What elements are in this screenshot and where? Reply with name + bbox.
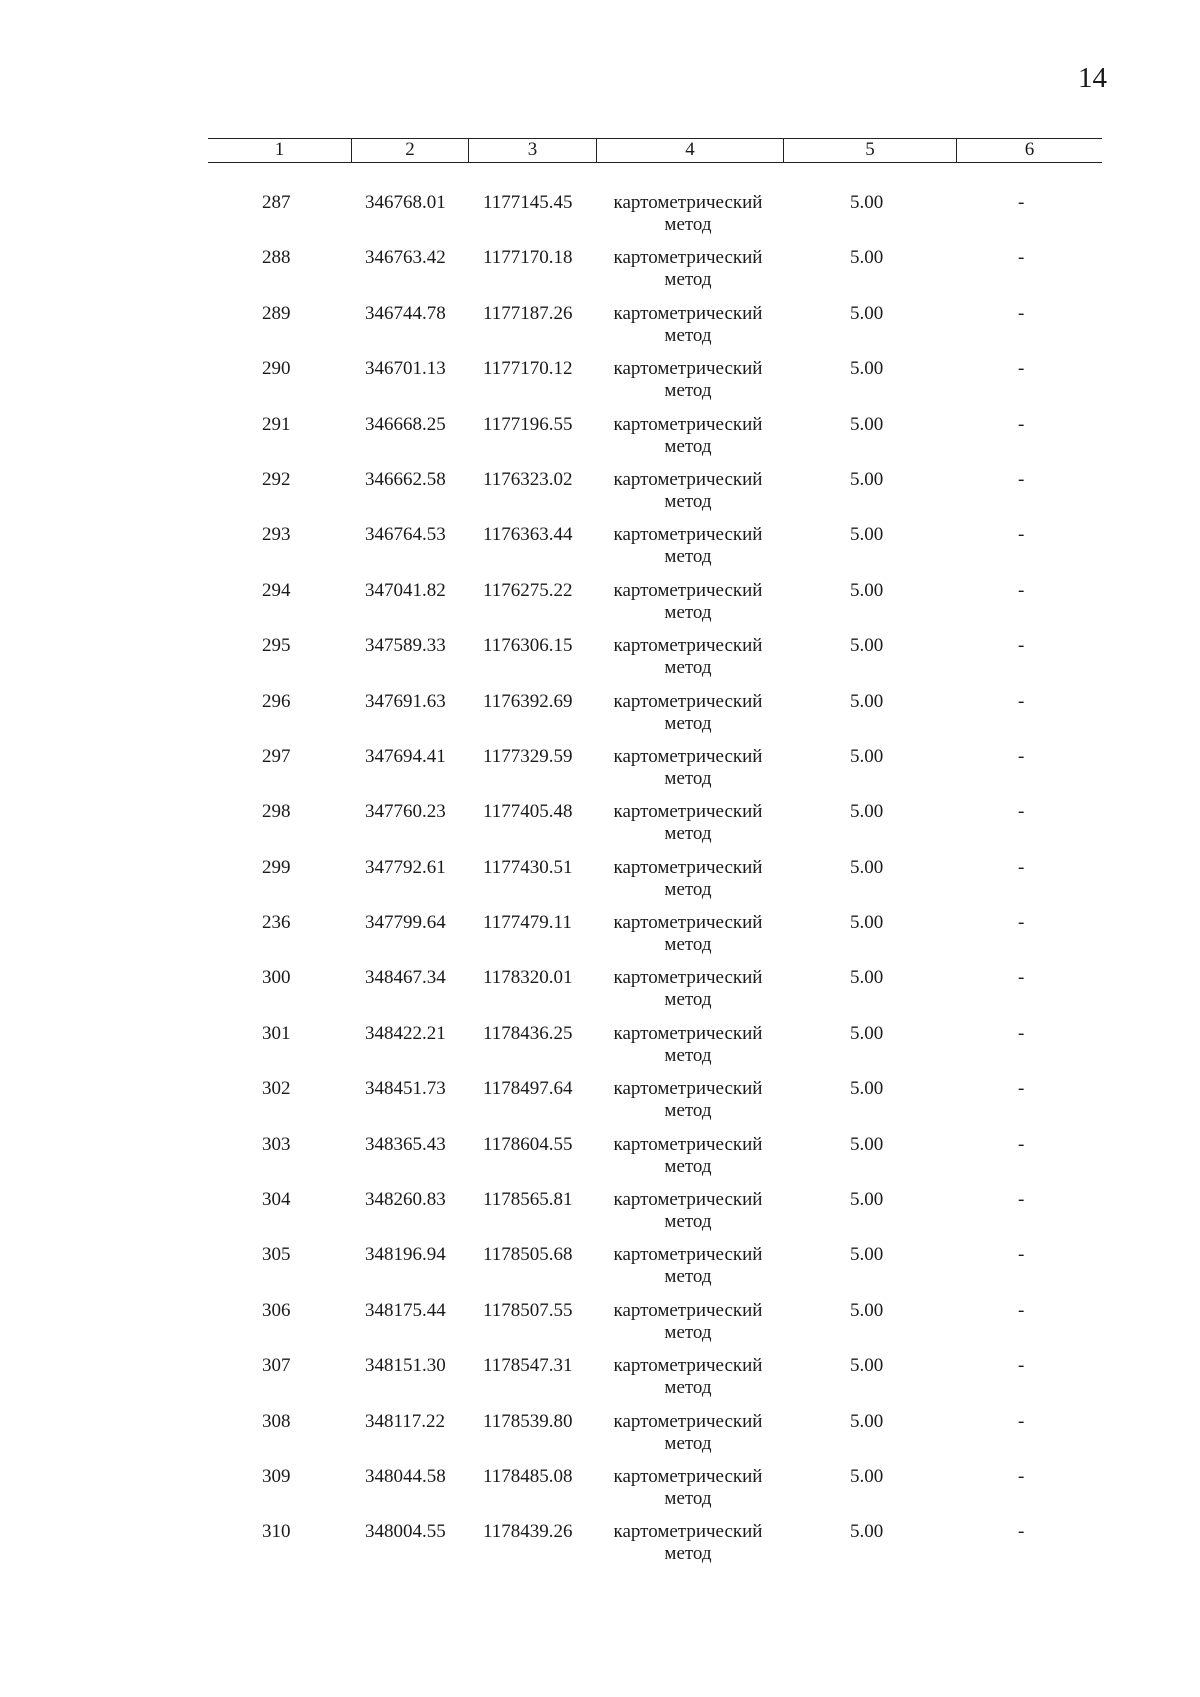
method-cell [598,1134,778,1178]
y-coordinate: 1177170.18 [483,247,573,269]
method-line-1: картометрический [613,635,763,657]
table-row [0,524,1200,579]
table-row [0,247,1200,302]
note-value: - [1018,413,1025,435]
y-coordinate: 1177187.26 [483,302,573,324]
y-coordinate: 1178565.81 [483,1189,573,1211]
method-line-2: метод [664,1432,712,1454]
method-cell [598,1244,778,1288]
x-coordinate: 348422.21 [365,1022,446,1044]
table-header [208,138,1102,163]
method-line-2: метод [664,712,712,734]
method-line-1: картометрический [613,579,763,601]
method-line-2: метод [664,546,712,568]
method-line-2: метод [664,324,712,346]
method-cell [598,912,778,956]
table-row [0,414,1200,469]
accuracy-value: 5.00 [850,801,884,823]
note-value: - [1018,635,1025,657]
point-number: 305 [262,1244,291,1266]
accuracy-value: 5.00 [850,579,884,601]
point-number: 306 [262,1299,291,1321]
column-header-3: 3 [468,139,596,162]
y-coordinate: 1178485.08 [483,1465,573,1487]
y-coordinate: 1178539.80 [483,1410,573,1432]
method-line-1: картометрический [613,1189,763,1211]
column-header-1: 1 [274,139,285,160]
note-value: - [1018,247,1025,269]
accuracy-value: 5.00 [850,690,884,712]
table-row [0,1411,1200,1466]
accuracy-value: 5.00 [850,967,884,989]
method-line-2: метод [664,1211,712,1233]
x-coordinate: 346763.42 [365,247,446,269]
x-coordinate: 346701.13 [365,358,446,380]
method-line-1: картометрический [613,801,763,823]
note-value: - [1018,579,1025,601]
x-coordinate: 346764.53 [365,524,446,546]
method-line-1: картометрический [613,745,763,767]
method-cell [598,247,778,291]
accuracy-value: 5.00 [850,1133,884,1155]
point-number: 292 [262,468,291,490]
accuracy-value: 5.00 [850,413,884,435]
table-row [0,1189,1200,1244]
accuracy-value: 5.00 [850,912,884,934]
point-number: 309 [262,1465,291,1487]
point-number: 294 [262,579,291,601]
table-row [0,967,1200,1022]
accuracy-value: 5.00 [850,1410,884,1432]
column-header-2: 2 [351,139,468,162]
note-value: - [1018,1078,1025,1100]
point-number: 236 [262,912,291,934]
point-number: 310 [262,1521,291,1543]
x-coordinate: 348365.43 [365,1133,446,1155]
y-coordinate: 1178436.25 [483,1022,573,1044]
method-line-1: картометрический [613,302,763,324]
table-row [0,303,1200,358]
table-row [0,691,1200,746]
method-line-2: метод [664,435,712,457]
method-line-2: метод [664,934,712,956]
y-coordinate: 1178439.26 [483,1521,573,1543]
y-coordinate: 1177479.11 [483,912,572,934]
x-coordinate: 346668.25 [365,413,446,435]
page-number: 14 [1078,62,1107,94]
table-row [0,1355,1200,1410]
x-coordinate: 348117.22 [365,1410,446,1432]
method-cell [598,358,778,402]
method-line-2: метод [664,214,712,235]
method-line-1: картометрический [613,1022,763,1044]
accuracy-value: 5.00 [850,1244,884,1266]
y-coordinate: 1177196.55 [483,413,573,435]
x-coordinate: 346662.58 [365,468,446,490]
y-coordinate: 1178547.31 [483,1355,573,1377]
point-number: 297 [262,745,291,767]
x-coordinate: 347589.33 [365,635,446,657]
table-row [0,746,1200,801]
method-cell [598,303,778,347]
accuracy-value: 5.00 [850,302,884,324]
method-line-2: метод [664,380,712,402]
method-line-1: картометрический [613,1521,763,1543]
method-line-1: картометрический [613,856,763,878]
method-cell [598,524,778,568]
table-row [0,1023,1200,1078]
table-row [0,635,1200,690]
method-cell [598,469,778,513]
note-value: - [1018,856,1025,878]
note-value: - [1018,1133,1025,1155]
x-coordinate: 347041.82 [365,579,446,601]
point-number: 296 [262,690,291,712]
method-cell [598,1355,778,1399]
y-coordinate: 1177405.48 [483,801,573,823]
method-line-1: картометрический [613,1299,763,1321]
note-value: - [1018,1355,1025,1377]
method-cell [598,801,778,845]
y-coordinate: 1177170.12 [483,358,573,380]
method-cell [598,1300,778,1344]
x-coordinate: 347694.41 [365,745,446,767]
method-line-1: картометрический [613,1244,763,1266]
method-cell [598,1078,778,1122]
method-line-1: картометрический [613,690,763,712]
accuracy-value: 5.00 [850,1299,884,1321]
point-number: 287 [262,192,291,213]
method-cell [598,746,778,790]
note-value: - [1018,1244,1025,1266]
table-row [0,580,1200,635]
method-cell [598,1466,778,1510]
point-number: 303 [262,1133,291,1155]
point-number: 289 [262,302,291,324]
y-coordinate: 1176275.22 [483,579,573,601]
x-coordinate: 348451.73 [365,1078,446,1100]
method-line-1: картометрический [613,967,763,989]
point-number: 291 [262,413,291,435]
y-coordinate: 1176306.15 [483,635,573,657]
method-line-2: метод [664,1543,712,1565]
method-line-2: метод [664,1044,712,1066]
column-header-4: 4 [596,139,783,162]
point-number: 295 [262,635,291,657]
note-value: - [1018,1521,1025,1543]
method-line-2: метод [664,989,712,1011]
method-cell [598,414,778,458]
method-line-1: картометрический [613,358,763,380]
note-value: - [1018,801,1025,823]
method-line-2: метод [664,1100,712,1122]
accuracy-value: 5.00 [850,1355,884,1377]
table-body [0,192,1200,1577]
method-cell [598,691,778,735]
method-line-1: картометрический [613,468,763,490]
method-line-1: картометрический [613,247,763,269]
accuracy-value: 5.00 [850,247,884,269]
point-number: 308 [262,1410,291,1432]
method-line-2: метод [664,1266,712,1288]
point-number: 293 [262,524,291,546]
method-line-2: метод [664,1155,712,1177]
note-value: - [1018,967,1025,989]
accuracy-value: 5.00 [850,856,884,878]
method-cell [598,967,778,1011]
accuracy-value: 5.00 [850,192,884,213]
point-number: 304 [262,1189,291,1211]
table-row [0,1078,1200,1133]
method-line-2: метод [664,1487,712,1509]
method-cell [598,1189,778,1233]
y-coordinate: 1177145.45 [483,192,573,213]
table-row [0,1244,1200,1299]
table-row [0,912,1200,967]
method-line-1: картометрический [613,1465,763,1487]
column-header-5: 5 [783,139,956,162]
point-number: 300 [262,967,291,989]
note-value: - [1018,745,1025,767]
note-value: - [1018,912,1025,934]
accuracy-value: 5.00 [850,635,884,657]
method-line-1: картометрический [613,413,763,435]
x-coordinate: 348260.83 [365,1189,446,1211]
note-value: - [1018,1299,1025,1321]
accuracy-value: 5.00 [850,1465,884,1487]
x-coordinate: 348467.34 [365,967,446,989]
method-line-2: метод [664,601,712,623]
method-line-2: метод [664,767,712,789]
table-row [0,1300,1200,1355]
accuracy-value: 5.00 [850,1189,884,1211]
point-number: 302 [262,1078,291,1100]
method-line-2: метод [664,823,712,845]
note-value: - [1018,524,1025,546]
method-cell [598,580,778,624]
table-row [0,1134,1200,1189]
x-coordinate: 348175.44 [365,1299,446,1321]
method-cell [598,857,778,901]
method-cell [598,192,778,236]
x-coordinate: 348151.30 [365,1355,446,1377]
x-coordinate: 346768.01 [365,192,446,213]
x-coordinate: 347760.23 [365,801,446,823]
method-line-1: картометрический [613,192,763,213]
method-cell [598,635,778,679]
method-cell [598,1023,778,1067]
method-line-1: картометрический [613,524,763,546]
method-line-2: метод [664,878,712,900]
y-coordinate: 1177329.59 [483,745,573,767]
x-coordinate: 347691.63 [365,690,446,712]
method-line-1: картометрический [613,1355,763,1377]
method-cell [598,1521,778,1565]
accuracy-value: 5.00 [850,468,884,490]
note-value: - [1018,1189,1025,1211]
x-coordinate: 347799.64 [365,912,446,934]
table-row [0,358,1200,413]
note-value: - [1018,1410,1025,1432]
accuracy-value: 5.00 [850,358,884,380]
y-coordinate: 1177430.51 [483,856,573,878]
x-coordinate: 347792.61 [365,856,446,878]
method-cell [598,1411,778,1455]
column-header-6: 6 [956,139,1102,162]
method-line-1: картометрический [613,1078,763,1100]
accuracy-value: 5.00 [850,1078,884,1100]
point-number: 290 [262,358,291,380]
point-number: 298 [262,801,291,823]
note-value: - [1018,690,1025,712]
method-line-2: метод [664,657,712,679]
x-coordinate: 346744.78 [365,302,446,324]
y-coordinate: 1176392.69 [483,690,573,712]
table-row [0,801,1200,856]
note-value: - [1018,192,1025,213]
point-number: 288 [262,247,291,269]
method-line-1: картометрический [613,1133,763,1155]
y-coordinate: 1176363.44 [483,524,573,546]
method-line-2: метод [664,269,712,291]
accuracy-value: 5.00 [850,1022,884,1044]
accuracy-value: 5.00 [850,1521,884,1543]
x-coordinate: 348044.58 [365,1465,446,1487]
note-value: - [1018,358,1025,380]
method-line-2: метод [664,1321,712,1343]
y-coordinate: 1176323.02 [483,468,573,490]
point-number: 299 [262,856,291,878]
x-coordinate: 348004.55 [365,1521,446,1543]
accuracy-value: 5.00 [850,745,884,767]
table-row [0,1466,1200,1521]
note-value: - [1018,468,1025,490]
table-row [0,469,1200,524]
note-value: - [1018,302,1025,324]
y-coordinate: 1178505.68 [483,1244,573,1266]
note-value: - [1018,1465,1025,1487]
method-line-2: метод [664,490,712,512]
table-row [0,857,1200,912]
table-row [0,192,1200,247]
point-number: 307 [262,1355,291,1377]
method-line-1: картометрический [613,912,763,934]
y-coordinate: 1178320.01 [483,967,573,989]
accuracy-value: 5.00 [850,524,884,546]
method-line-1: картометрический [613,1410,763,1432]
point-number: 301 [262,1022,291,1044]
x-coordinate: 348196.94 [365,1244,446,1266]
y-coordinate: 1178507.55 [483,1299,573,1321]
y-coordinate: 1178497.64 [483,1078,573,1100]
table-row [0,1521,1200,1576]
y-coordinate: 1178604.55 [483,1133,573,1155]
note-value: - [1018,1022,1025,1044]
method-line-2: метод [664,1377,712,1399]
